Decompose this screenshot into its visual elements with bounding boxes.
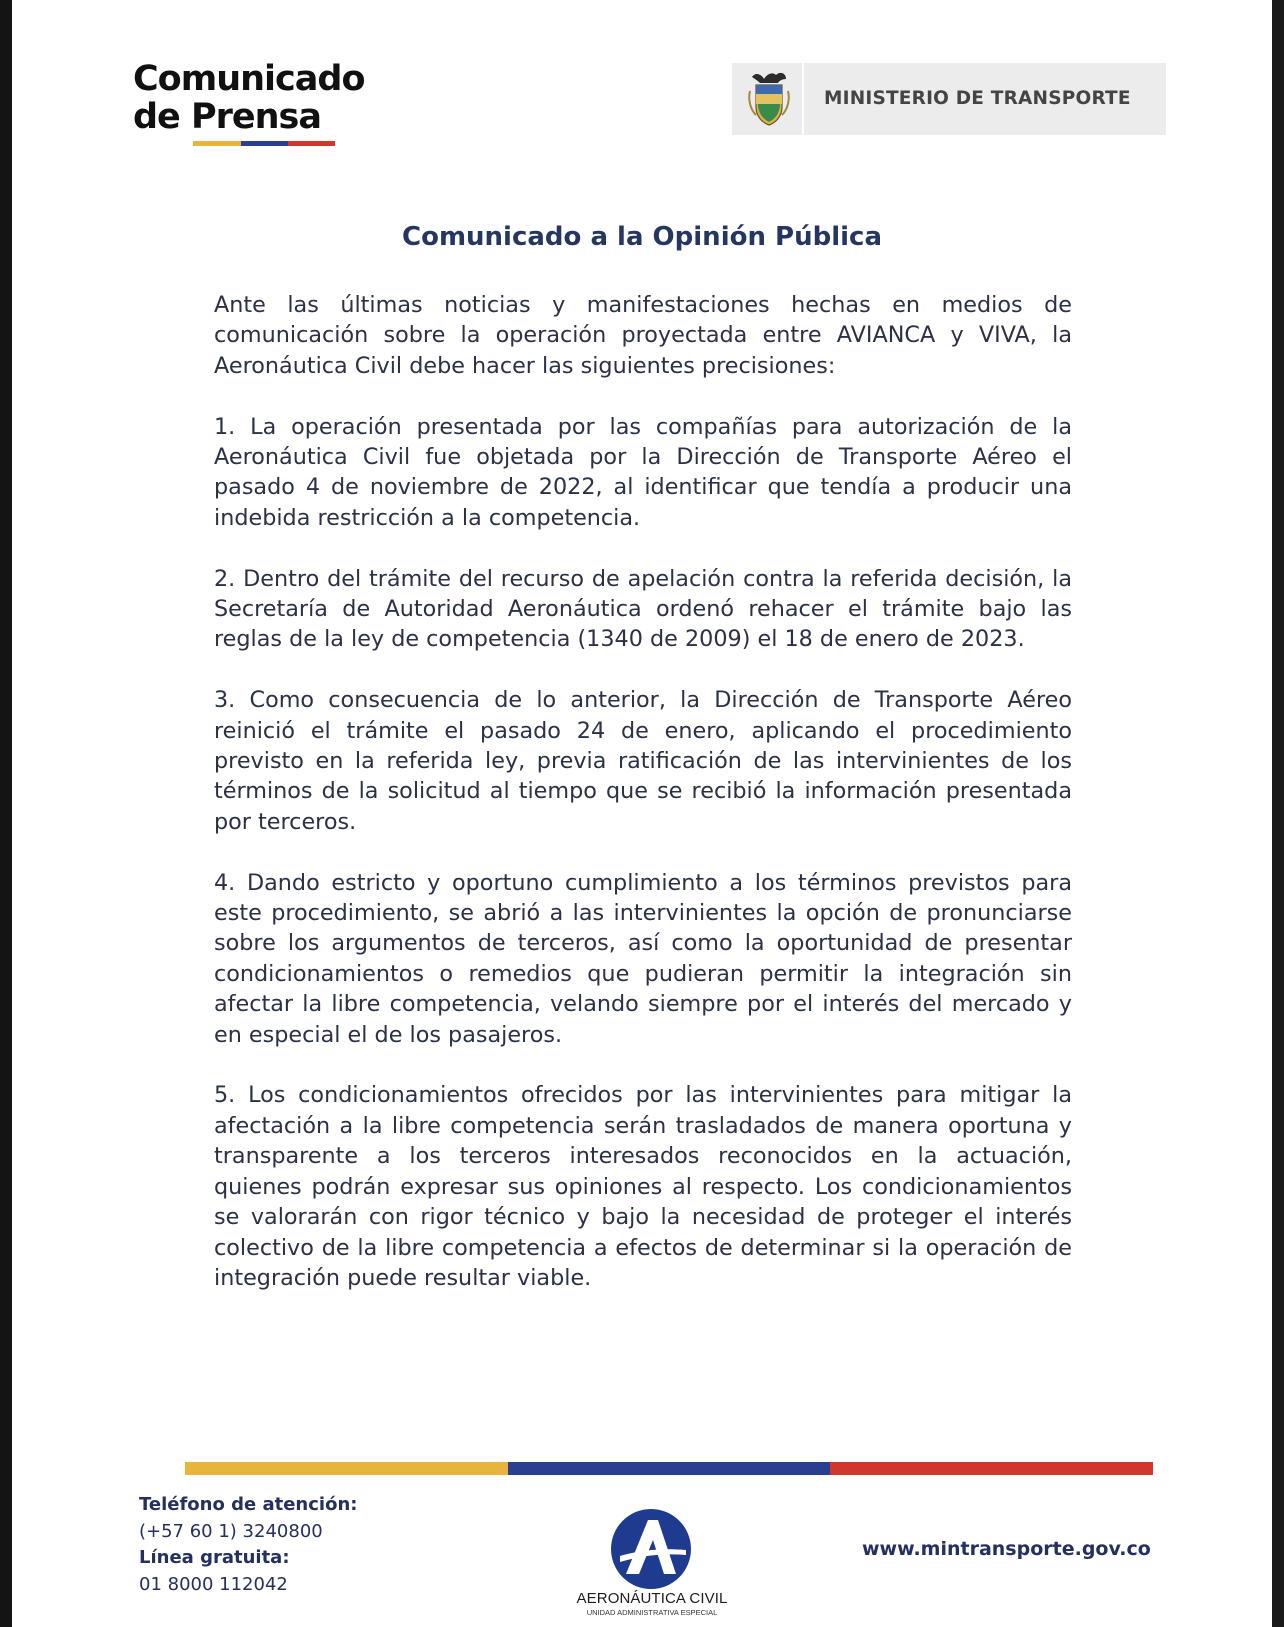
press-release-page: [12, 0, 1272, 1627]
aeronautica-civil-logo-icon: [606, 1504, 696, 1594]
phone-label: Teléfono de atención:: [139, 1494, 358, 1515]
ministry-header-box: [732, 63, 1166, 135]
point-3-paragraph: 3. Como consecuencia de lo anterior, la Dirección de Transporte Aéreo reinició el trámite el pasado 24 de enero, aplicando el procedimiento previsto en la referida ley, previa ratificación de las intervinientes de los términos de la solicitud al tiempo que se recibió la información presentada por terceros.: [214, 687, 1072, 835]
toll-free-number: 01 8000 112042: [139, 1573, 288, 1595]
press-release-body: [214, 290, 1072, 1324]
brand-line-2: de Prensa: [133, 97, 321, 137]
point-4-paragraph: 4. Dando estricto y oportuno cumplimiento a los términos previstos para este procedimiento, se abrió a las intervinientes la opción de pronunciarse sobre los argumentos de terceros, así como la oportunidad de presentar condicionamientos o remedios que pudieran permitir la integración sin afectar la libre competencia, velando siempre por el interés del mercado y en especial el de los pasajeros.: [214, 869, 1072, 1048]
flag-blue-segment: [508, 1462, 831, 1475]
point-2-paragraph: 2. Dentro del trámite del recurso de apelación contra la referida decisión, la Secretaría de Autoridad Aeronáutica ordenó rehacer el trámite bajo las reglas de la ley de competencia (1340 de 2009) el 18 de enero de 2023.: [214, 565, 1072, 653]
point-1-paragraph: 1. La operación presentada por las compañías para autorización de la Aeronáutica Civil fue objetada por la Dirección de Transporte Aéreo el pasado 4 de noviembre de 2022, al identificar que tendía a producir una indebida restricción a la competencia.: [214, 413, 1072, 531]
footer-flag-bar: [185, 1462, 1153, 1475]
flag-yellow-segment: [185, 1462, 508, 1475]
phone-number: (+57 60 1) 3240800: [139, 1520, 323, 1542]
agency-subtitle: UNIDAD ADMINISTRATIVA ESPECIAL: [586, 1608, 718, 1617]
website-link[interactable]: www.mintransporte.gov.co: [862, 1538, 1151, 1560]
press-release-logo: [133, 60, 365, 136]
toll-free-label: Línea gratuita:: [139, 1547, 290, 1568]
ministry-label: MINISTERIO DE TRANSPORTE: [824, 88, 1131, 109]
point-5-paragraph: 5. Los condicionamientos ofrecidos por las intervinientes para mitigar la afectación a la libre competencia serán trasladados de manera oportuna y transparente a los terceros interesados reconocidos en la actuación, quienes podrán expresar sus opiniones al respecto. Los condicionamientos se valorarán con rigor técnico y bajo la necesidad de proteger el interés colectivo de la libre competencia a efectos de determinar si la operación de integración puede resultar viable.: [214, 1082, 1072, 1291]
brand-line-1: Comunicado: [133, 59, 365, 99]
flag-red-segment: [830, 1462, 1153, 1475]
ministry-divider: [802, 63, 804, 135]
intro-paragraph: Ante las últimas noticias y manifestaciones hechas en medios de comunicación sobre la operación proyectada entre AVIANCA y VIVA, la Aeronáutica Civil debe hacer las siguientes precisiones:: [214, 292, 1072, 379]
colombia-coat-of-arms-icon: [746, 71, 792, 127]
agency-name: AERONÁUTICA CIVIL: [576, 1590, 728, 1607]
brand-flag-underline: [193, 141, 335, 146]
page-title: Comunicado a la Opinión Pública: [402, 222, 882, 252]
contact-info: [139, 1492, 357, 1598]
page-edge-shadow: [1272, 0, 1284, 1627]
